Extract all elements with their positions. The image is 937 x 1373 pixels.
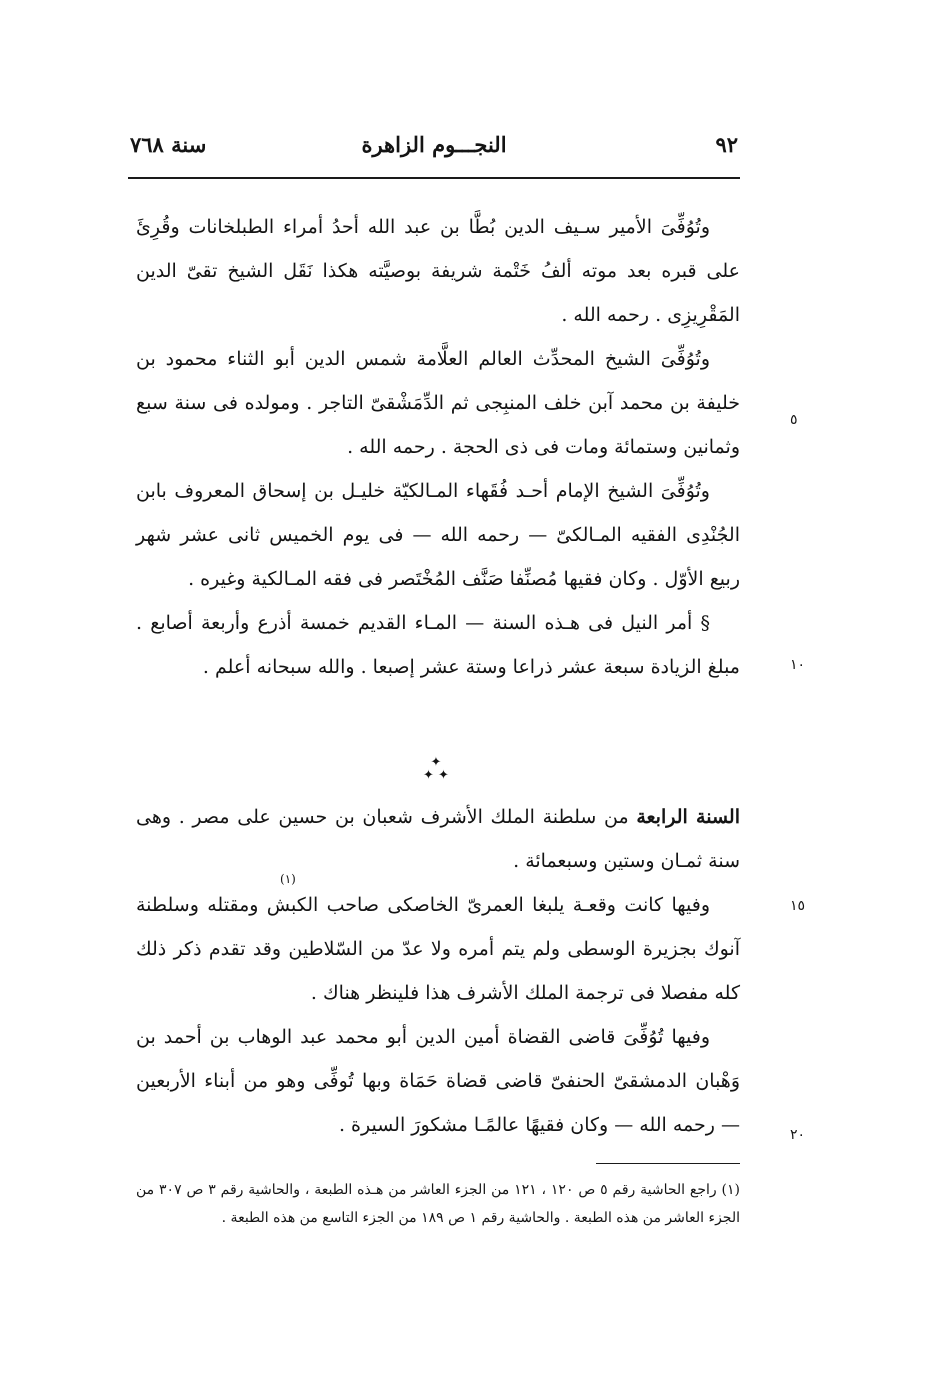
paragraph-butta: وتُوُفِّىَ الأمير سـيف الدين بُطَّا بن عبد الله أحدُ أمراء الطبلخانات وقُرِئَ على قبره بعد موته ألفُ خَتْمة شريفة بوصيَّته هكذا نَقَل الشيخ تقىّ الدين المَقْرِيزِى . رحمه الله . [136,216,740,326]
paragraph-yalbugha: وفيها كانت وقعـة يلبغا العمرىّ الخاصكى صاحب الكبش ومقتله وسلطنة آنوك بجزيرة الوسطى ولم يتم أمره ولا عدّ من السّلاطين وقد تقدم ذكر ذلك كله مفصلا فى ترجمة الملك الأشرف هذا فلينظر هناك . [136,894,740,1004]
line-number-10: ١٠ [790,657,806,673]
book-title: النجـــوم الزاهرة [361,132,507,157]
line-number-15: ١٥ [790,898,806,914]
section-paragraph [136,795,740,883]
header-rule [128,177,740,179]
ornament-bottom-stars: ✦ ✦ [423,768,449,783]
paragraph-mahmud-ibn-khalifa: وتُوُفِّىَ الشيخ المحدِّث العالم العلَّامة شمس الدين أبو الثناء محمود بن خليفة بن محمد آبن خلف المنبِجى ثم الدِّمَشْقىّ التاجر . ومولده فى سنة سبع وثمانين وستمائة ومات فى ذى الحجة . رحمه الله . [136,348,740,458]
page-header [130,132,738,168]
section-intro: من سلطنة الملك الأشرف شعبان بن حسين على مصر . وهى سنة ثمـان وستين وسبعمائة . [136,806,740,872]
footnote-1: (١) راجع الحاشية رقم ٥ ص ١٢٠ ، ١٢١ من الجزء العاشر من هـذه الطبعة ، والحاشية رقم ٣ ص ٣٠٧ من الجزء العاشر من هذه الطبعة . والحاشية رقم ١ ص ١٨٩ من الجزء التاسع من هذه الطبعة . [136,1182,741,1226]
paragraph-khalil-ibn-ishaq: وتُوُفِّىَ الشيخ الإمام أحـد فُقَهاء المـالكيّة خليـل بن إسحاق المعروف بابن الجُنْدِى الفقيه المـالكىّ — رحمه الله — فى يوم الخميس ثانى عشر شهر ربيع الأوّل . وكان فقيها مُصنِّفا صَنَّف المُخْتَصر فى فقه المـالكية وغيره . [136,480,740,590]
footnote-rule [596,1163,740,1164]
main-text-bottom [136,795,740,1147]
paragraph-nile-level: § أمر النيل فى هـذه السنة — المـاء القديم خمسة أذرع وأربعة أصابع . مبلغ الزيادة سبعة عشر ذراعا وستة عشر إصبعا . والله سبحانه أعلم . [136,612,740,678]
main-text-top [136,205,740,689]
hijri-year: سنة ٧٦٨ [130,132,207,157]
section-ornament [421,756,451,786]
ornament-top-star: ✦ [430,755,442,770]
section-heading: السنة الرابعة [636,806,740,828]
line-number-5: ٥ [790,412,798,428]
paragraph-ibn-wahban: وفيها تُوُفِّىَ قاضى القضاة أمين الدين أبو محمد عبد الوهاب بن أحمد بن وَهْبان الدمشقىّ الحنفىّ قاضى قضاة حَمَاة وبها تُوفِّى وهو من أبناء الأربعين — رحمه الله — وكان فقيهًا عالمًـا مشكورَ السيرة . [136,1026,740,1136]
footnote-marker: (١) [280,872,296,886]
page-number: ٩٢ [715,132,738,157]
footnotes [136,1176,740,1232]
line-number-20: ٢٠ [790,1127,806,1143]
